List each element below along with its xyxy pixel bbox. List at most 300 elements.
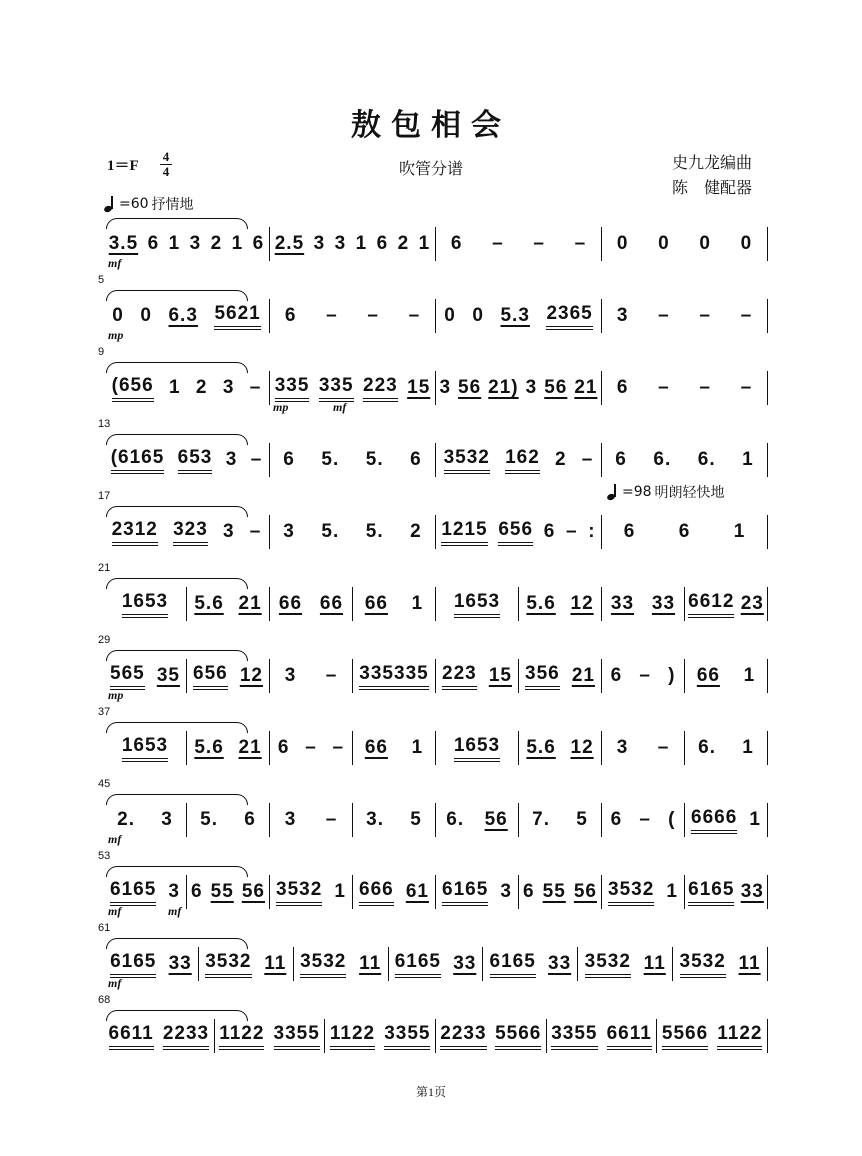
dynamic-marking: mp [108,328,124,342]
barline [767,659,768,693]
measure [685,872,767,912]
staff-line [104,1016,768,1056]
note-group: – [305,737,317,758]
note-group: 0 [616,233,629,254]
note-group: 5. [365,449,384,470]
dynamic-marking: mp [273,400,289,414]
staff-line [104,728,768,768]
measure-number: 9 [98,346,105,358]
note-group: 3532 [680,951,726,978]
note-group: 6165 [490,951,536,978]
score-system [98,274,768,342]
staff-line [104,944,768,984]
measure [104,440,269,480]
measure [602,440,767,480]
note-group: 1 [733,521,746,542]
note-group: 6 [450,233,463,254]
measure [187,656,269,696]
measure [436,656,518,696]
time-signature-bottom: 4 [162,164,170,179]
note-group: 1122 [219,1023,264,1050]
measure [436,872,518,912]
note-group: 5621 [214,303,260,330]
measure [519,872,601,912]
note-group: 5 [410,809,422,830]
note-group: 2.5 [274,233,305,254]
time-signature-top: 4 [162,149,170,164]
measure [685,656,767,696]
note-group: 1 [743,665,756,686]
measure [602,368,767,408]
note-group: (656 [112,375,154,402]
slur-mark [106,578,248,589]
note-group: 6165 [442,879,488,906]
slur-mark [106,1010,248,1021]
dynamic-marking: mf [108,904,122,918]
note-group: 1653 [122,591,168,618]
measure [104,368,269,408]
staff-line [104,440,768,480]
note-group: 0 [658,233,670,254]
note-group: 66 [696,665,720,686]
note-group: 11 [359,953,382,974]
note-group: 33 [168,953,192,974]
barline [767,947,768,981]
note-group: 2 [195,377,208,398]
note-group: 21 [571,665,595,686]
note-group: 1653 [122,735,168,762]
note-group: 6 [610,809,623,830]
note-group: 15 [407,377,431,398]
staff-line [104,656,768,696]
measure [270,512,435,552]
note-group: 21 [238,593,262,614]
note-group: 3. [366,809,384,830]
measure [547,1016,657,1056]
measure [187,800,269,840]
note-group: 6612 [688,591,734,618]
note-group: 5566 [495,1023,541,1050]
note-group: 335 [319,375,354,402]
staff-line [104,584,768,624]
note-group: – [740,377,753,398]
measure [270,368,435,408]
note-group: 7. [532,809,550,830]
composer-credit: 史九龙编曲 [672,153,753,172]
note-group: 23 [740,593,764,614]
barline [767,515,768,549]
note-group: 6. [446,809,465,830]
note-group: 2233 [440,1023,486,1050]
measure [436,296,601,336]
measure [270,656,352,696]
measure-number: 37 [98,706,111,718]
measure [270,440,435,480]
note-group: 11 [264,953,287,974]
note-group: 6611 [607,1023,652,1050]
note-group: 33 [453,953,477,974]
measure [436,368,601,408]
dynamic-marking: mf [168,904,182,918]
note-group: 1 [411,593,424,614]
measure [602,728,684,768]
note-group: 1 [334,881,346,902]
note-group: 3 [161,809,173,830]
note-group: 3 [283,521,295,542]
slur-mark [106,362,248,373]
note-group: 5. [200,809,218,830]
measure [602,296,767,336]
note-group: 356 [525,663,560,690]
note-group: 56 [241,881,265,902]
note-group: 56 [458,377,482,398]
measure-number: 17 [98,490,111,502]
measure [436,584,518,624]
barline [767,875,768,909]
measure [685,728,767,768]
arranger-credit: 陈 健配器 [672,178,753,197]
note-group: 6. [698,737,716,758]
part-name: 吹管分谱 [398,159,463,178]
note-group: 66 [364,593,388,614]
measure [270,728,352,768]
note-group: 6 [191,881,203,902]
measure [187,728,269,768]
note-group: 66 [364,737,388,758]
note-group: 5.3 [500,305,530,326]
note-group: 5.6 [526,593,556,614]
score-system [98,634,768,702]
note-group: 6 [284,305,297,326]
note-group: 21 [574,377,598,398]
barline [767,371,768,405]
note-group: 6 [244,809,256,830]
measure [602,224,767,264]
note-group: 61 [405,881,429,902]
note-group: 3 [189,233,202,254]
note-group: 3532 [585,951,631,978]
note-group: 3 [616,305,629,326]
note-group: 0 [472,305,484,326]
note-group: 56 [544,377,568,398]
measure [389,944,483,984]
barline [767,1019,768,1053]
barline [767,227,768,261]
note-group: 6 [616,377,629,398]
measure [685,800,767,840]
note-group: 6 [678,521,691,542]
note-group: 335 [275,375,310,402]
note-group: 3355 [551,1023,597,1050]
measure-number: 68 [98,994,111,1006]
note-group: – [249,377,262,398]
slur-mark [106,650,248,661]
note-group: 223 [442,663,477,690]
note-group: 1 [231,233,244,254]
note-group: 0 [740,233,753,254]
note-group: 3 [616,737,629,758]
note-group: 6165 [688,879,734,906]
measure [602,512,767,552]
measure [519,800,601,840]
barline [767,803,768,837]
measure-number: 21 [98,562,111,574]
note-group: 2 [410,521,422,542]
note-group: 653 [178,447,213,474]
note-group: 666 [359,879,394,906]
note-group: 0 [140,305,152,326]
note-group: 1122 [717,1023,762,1050]
score-system [98,346,768,414]
note-group: 3355 [274,1023,320,1050]
measure-number: 53 [98,850,111,862]
score-system [104,210,768,270]
tempo-expression: 抒情地 [151,197,194,213]
note-group: – [699,305,711,326]
measure [657,1016,767,1056]
tempo-expression-2: 明朗轻快地 [654,485,725,501]
measure [436,728,518,768]
note-group: 11 [738,953,761,974]
dynamic-marking: mf [108,832,122,846]
note-group: 5. [321,449,340,470]
note-group: 3 [284,809,297,830]
measure [483,944,577,984]
score-system [98,418,768,486]
note-group: – [249,521,262,542]
measure [436,512,601,552]
measure [436,1016,546,1056]
measure [353,656,435,696]
note-group: 6 [623,521,636,542]
note-group: 3355 [384,1023,430,1050]
staff-line [104,800,768,840]
measure [270,296,435,336]
note-group: 3532 [608,879,654,906]
note-group: 5566 [662,1023,708,1050]
measure [353,872,435,912]
note-group: 6.3 [168,305,198,326]
measure [104,296,269,336]
note-group: 223 [363,375,398,402]
note-group: – [639,809,651,830]
measure [104,224,269,264]
note-group: 3532 [276,879,322,906]
note-group: 6165 [110,879,156,906]
slur-mark [106,434,248,445]
note-group: 3532 [444,447,490,474]
note-group: 5.6 [194,593,224,614]
measure [436,224,601,264]
note-group: 0 [444,305,456,326]
measure [353,800,435,840]
barline [767,587,768,621]
measure [578,944,672,984]
measure [519,584,601,624]
note-group: 3 [284,665,297,686]
note-group: 6165 [395,951,441,978]
staff-line [104,872,768,912]
note-group: 6 [523,881,535,902]
slur-mark [106,794,248,805]
measure [215,1016,325,1056]
barline [767,731,768,765]
note-group: 2312 [112,519,158,546]
note-group: 1 [355,233,368,254]
slur-mark [106,722,248,733]
measure [519,728,601,768]
score-system [98,778,768,846]
note-group: 21 [238,737,262,758]
note-group: 3 [225,449,238,470]
note-group: 5.6 [526,737,556,758]
page-number: 第1页 [415,1085,446,1099]
note-group: – [250,449,263,470]
measure [325,1016,435,1056]
dynamic-marking: mf [108,256,122,270]
measure [270,584,352,624]
note-group: 3 [500,881,512,902]
dynamic-marking: mp [108,688,124,702]
note-group: – [658,305,670,326]
measure [294,944,388,984]
note-group: 1 [168,233,181,254]
note-group: 1653 [454,735,500,762]
note-group: 21) [488,377,519,398]
note-group: – [740,305,753,326]
note-group: 15 [488,665,512,686]
staff-line [104,512,768,552]
note-group: 35 [156,665,180,686]
note-group: 6 [543,521,556,542]
staff-line [104,224,768,264]
measure [685,584,767,624]
note-group: 6666 [691,807,737,834]
score-title: 敖包相会 [351,108,511,143]
note-group: 1 [169,377,181,398]
note-group: 3 [313,233,326,254]
note-group: : [588,521,596,542]
note-group: 2365 [546,303,592,330]
slur-mark [106,866,248,877]
barline [767,299,768,333]
note-group: 1653 [454,591,500,618]
note-group: 656 [193,663,228,690]
note-group: – [566,521,578,542]
note-group: 55 [542,881,566,902]
note-group: 3 [525,377,538,398]
note-group: 565 [110,663,145,690]
measure [673,944,767,984]
measure [602,800,684,840]
note-group: 56 [484,809,508,830]
measure-number: 5 [98,274,105,286]
tempo-value: =60 [119,196,149,212]
note-group: 3532 [205,951,251,978]
measure [519,656,601,696]
note-group: – [325,665,338,686]
score-system [98,562,768,630]
note-group: – [581,449,594,470]
note-group: 3 [222,521,235,542]
note-group: 6 [283,449,295,470]
slur-mark [106,506,248,517]
note-group: 1 [749,809,761,830]
score-system [98,994,768,1062]
note-group: 33 [610,593,635,614]
slur-mark [106,290,248,301]
note-group: 6 [610,665,623,686]
note-group: 6 [147,233,160,254]
measure [602,872,684,912]
note-group: – [699,377,711,398]
note-group: 6611 [109,1023,154,1050]
note-group: – [332,737,345,758]
measure [104,584,186,624]
note-group: 2. [117,809,135,830]
note-group: 1 [742,737,754,758]
note-group: 6 [615,449,627,470]
measure [602,584,684,624]
note-group: 3.5 [108,233,139,254]
note-group: 6. [697,449,716,470]
note-group: – [492,233,504,254]
note-group: 162 [505,447,540,474]
measure [353,728,435,768]
measure [187,872,269,912]
measure [270,224,435,264]
note-group: – [574,233,587,254]
note-group: 3 [168,881,180,902]
score-system [98,922,768,990]
staff-line [104,368,768,408]
note-group: 5. [321,521,340,542]
measure [104,728,186,768]
note-group: 3532 [300,951,346,978]
note-group: 12 [239,665,263,686]
note-group: 656 [498,519,533,546]
note-group: 3 [222,377,235,398]
note-group: 1215 [441,519,487,546]
barline [767,443,768,477]
dynamic-marking: mf [333,400,347,414]
note-group: 6. [653,449,672,470]
note-group: 5.6 [194,737,224,758]
note-group: 55 [210,881,234,902]
measure-number: 61 [98,922,111,934]
tempo-value-2: =98 [622,484,652,500]
note-group: 6 [252,233,265,254]
note-group: 66 [278,593,303,614]
note-group: ( [668,809,676,830]
key-signature: 1＝F [107,158,139,174]
note-group: 33 [740,881,764,902]
note-group: ) [668,665,676,686]
note-group: 33 [651,593,676,614]
note-group: 1 [666,881,678,902]
note-group: 66 [319,593,344,614]
slur-mark [106,938,248,949]
note-group: 2233 [163,1023,209,1050]
note-group: – [533,233,545,254]
note-group: – [657,737,670,758]
measure [199,944,293,984]
note-group: 6 [376,233,389,254]
note-group: (6165 [111,447,165,474]
note-group: – [326,305,338,326]
note-group: 2 [210,233,223,254]
note-group: 0 [699,233,711,254]
